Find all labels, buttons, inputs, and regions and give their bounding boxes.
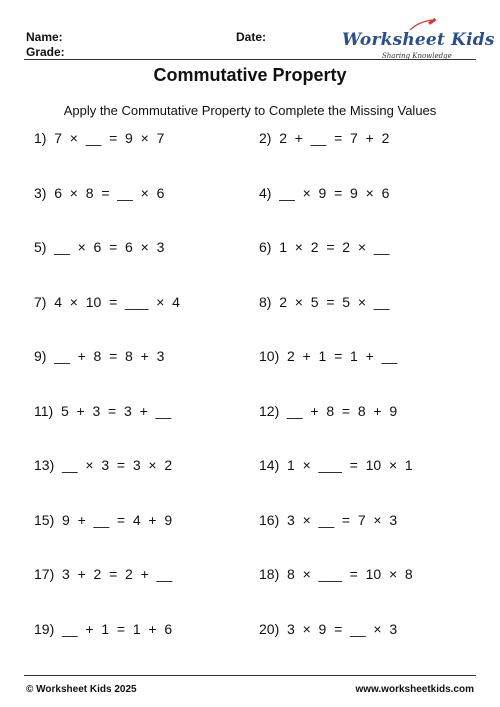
logo-text: Worksheet Kids [342,30,495,50]
problem-15: 15) 9 + __ = 4 + 9 [34,512,173,528]
problem-18: 18) 8 × ___ = 10 × 8 [259,566,413,582]
problem-13: 13) __ × 3 = 3 × 2 [34,457,173,473]
problem-14: 14) 1 × ___ = 10 × 1 [259,457,413,473]
problem-6: 6) 1 × 2 = 2 × __ [259,239,390,255]
problem-3: 3) 6 × 8 = __ × 6 [34,185,165,201]
problem-12: 12) __ + 8 = 8 + 9 [259,403,398,419]
grade-label: Grade: [26,45,65,59]
problem-8: 8) 2 × 5 = 5 × __ [259,294,390,310]
worksheet-kids-logo [342,18,495,64]
name-label: Name: [26,30,63,44]
footer-copyright: © Worksheet Kids 2025 [26,684,137,695]
header-divider [24,59,476,60]
problem-11: 11) 5 + 3 = 3 + __ [34,403,172,419]
problem-16: 16) 3 × __ = 7 × 3 [259,512,398,528]
logo-tagline: Sharing Knowledge [382,52,452,60]
problem-7: 7) 4 × 10 = ___ × 4 [34,294,180,310]
problem-10: 10) 2 + 1 = 1 + __ [259,348,398,364]
instructions: Apply the Commutative Property to Complete the Missing Values [63,103,437,118]
problem-20: 20) 3 × 9 = __ × 3 [259,621,398,637]
problem-19: 19) __ + 1 = 1 + 6 [34,621,173,637]
problem-9: 9) __ + 8 = 8 + 3 [34,348,165,364]
problem-1: 1) 7 × __ = 9 × 7 [34,130,165,146]
problem-2: 2) 2 + __ = 7 + 2 [259,130,390,146]
footer-website: www.worksheetkids.com [355,684,474,695]
footer-divider [24,675,476,676]
date-label: Date: [236,30,267,44]
problem-5: 5) __ × 6 = 6 × 3 [34,239,165,255]
problem-4: 4) __ × 9 = 9 × 6 [259,185,390,201]
problem-17: 17) 3 + 2 = 2 + __ [34,566,173,582]
worksheet-title: Commutative Property [153,65,347,85]
